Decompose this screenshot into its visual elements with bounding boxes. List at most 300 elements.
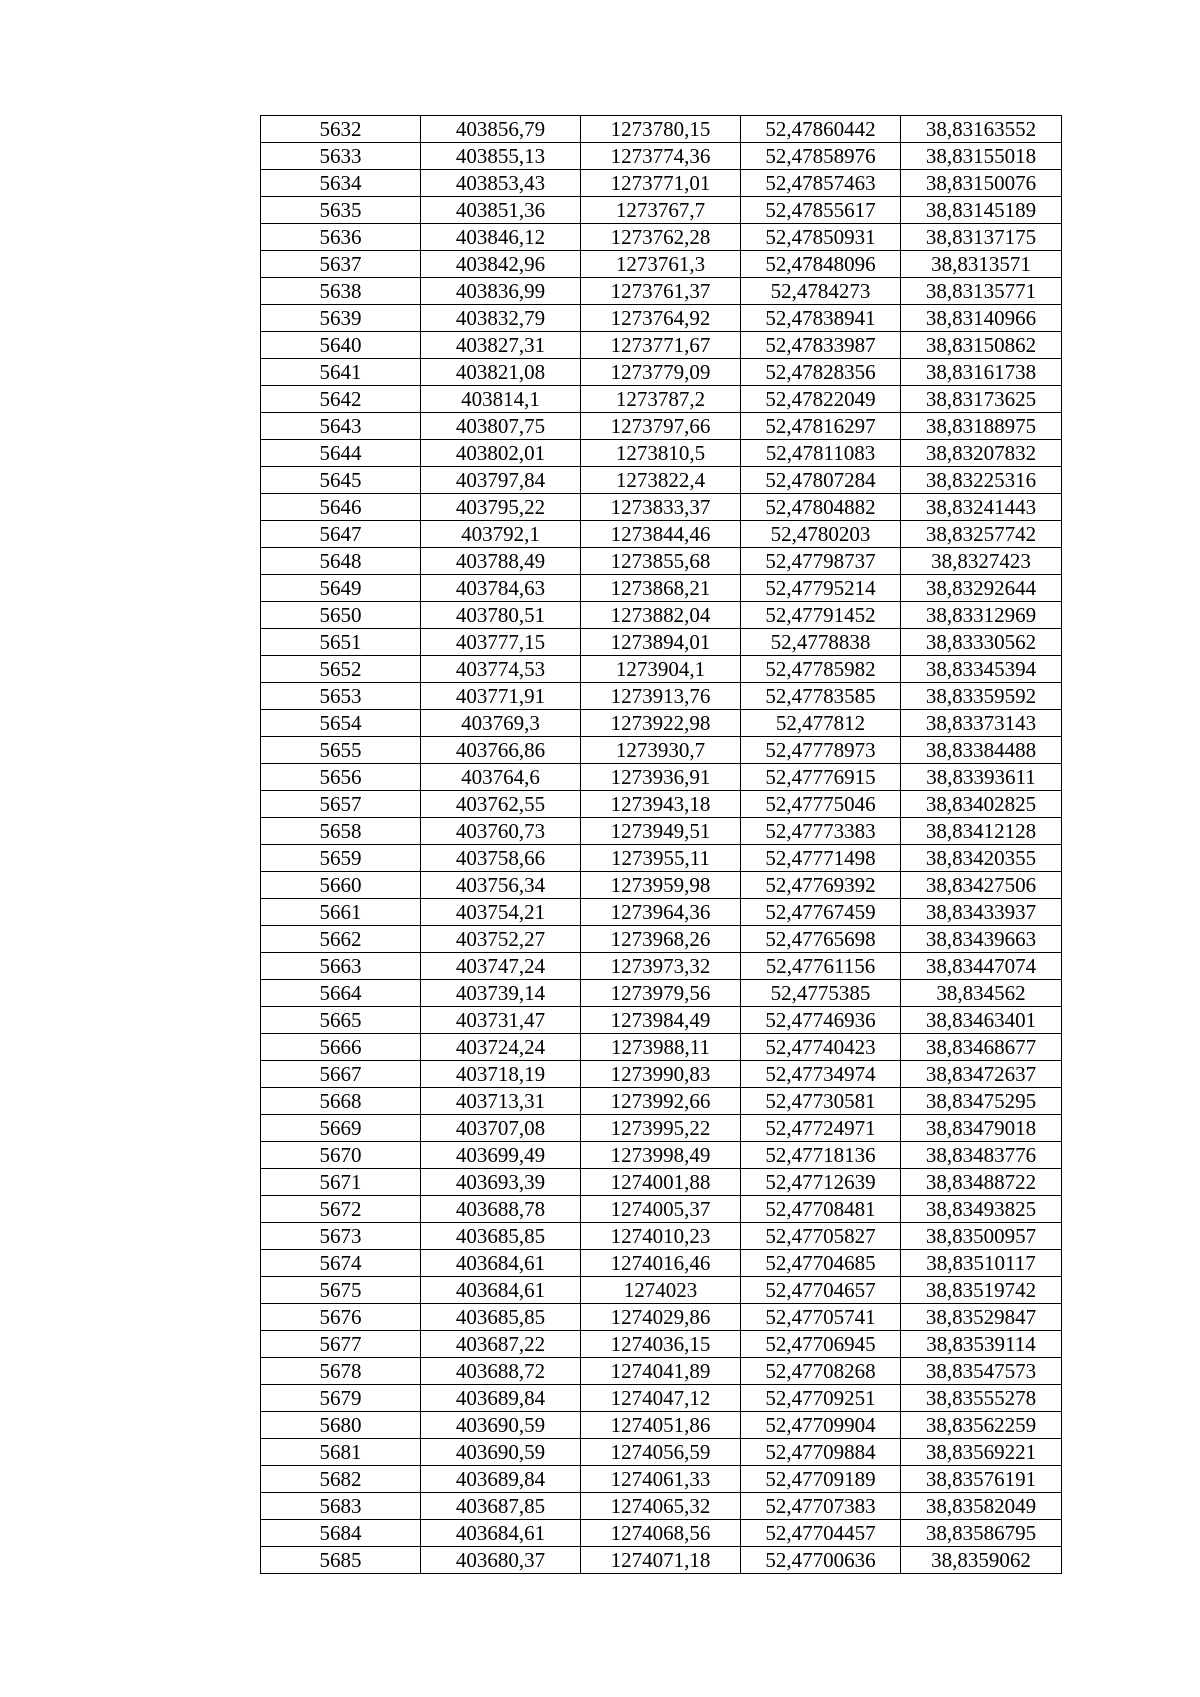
- longitude-cell: 38,83257742: [901, 521, 1062, 548]
- point-number-cell: 5681: [261, 1439, 421, 1466]
- y-coordinate-cell: 1273922,98: [581, 710, 741, 737]
- point-number-cell: 5655: [261, 737, 421, 764]
- point-number-cell: 5647: [261, 521, 421, 548]
- longitude-cell: 38,83479018: [901, 1115, 1062, 1142]
- x-coordinate-cell: 403766,86: [421, 737, 581, 764]
- y-coordinate-cell: 1274056,59: [581, 1439, 741, 1466]
- point-number-cell: 5638: [261, 278, 421, 305]
- point-number-cell: 5642: [261, 386, 421, 413]
- longitude-cell: 38,83359592: [901, 683, 1062, 710]
- latitude-cell: 52,47776915: [741, 764, 901, 791]
- longitude-cell: 38,83241443: [901, 494, 1062, 521]
- y-coordinate-cell: 1274047,12: [581, 1385, 741, 1412]
- longitude-cell: 38,8359062: [901, 1547, 1062, 1574]
- point-number-cell: 5649: [261, 575, 421, 602]
- x-coordinate-cell: 403699,49: [421, 1142, 581, 1169]
- point-number-cell: 5634: [261, 170, 421, 197]
- table-row: [261, 1223, 1062, 1250]
- point-number-cell: 5658: [261, 818, 421, 845]
- table-row: [261, 413, 1062, 440]
- x-coordinate-cell: 403764,6: [421, 764, 581, 791]
- table-row: [261, 1277, 1062, 1304]
- point-number-cell: 5684: [261, 1520, 421, 1547]
- longitude-cell: 38,83135771: [901, 278, 1062, 305]
- latitude-cell: 52,4780203: [741, 521, 901, 548]
- table-row: [261, 575, 1062, 602]
- table-row: [261, 1034, 1062, 1061]
- latitude-cell: 52,47860442: [741, 116, 901, 143]
- latitude-cell: 52,47791452: [741, 602, 901, 629]
- point-number-cell: 5653: [261, 683, 421, 710]
- latitude-cell: 52,47807284: [741, 467, 901, 494]
- longitude-cell: 38,8313571: [901, 251, 1062, 278]
- table-row: [261, 359, 1062, 386]
- point-number-cell: 5664: [261, 980, 421, 1007]
- x-coordinate-cell: 403762,55: [421, 791, 581, 818]
- table-row: [261, 1196, 1062, 1223]
- y-coordinate-cell: 1274016,46: [581, 1250, 741, 1277]
- y-coordinate-cell: 1273955,11: [581, 845, 741, 872]
- point-number-cell: 5676: [261, 1304, 421, 1331]
- latitude-cell: 52,477812: [741, 710, 901, 737]
- point-number-cell: 5671: [261, 1169, 421, 1196]
- point-number-cell: 5680: [261, 1412, 421, 1439]
- y-coordinate-cell: 1274029,86: [581, 1304, 741, 1331]
- x-coordinate-cell: 403747,24: [421, 953, 581, 980]
- latitude-cell: 52,47848096: [741, 251, 901, 278]
- table-row: [261, 1547, 1062, 1574]
- x-coordinate-cell: 403685,85: [421, 1223, 581, 1250]
- longitude-cell: 38,83173625: [901, 386, 1062, 413]
- latitude-cell: 52,47838941: [741, 305, 901, 332]
- point-number-cell: 5657: [261, 791, 421, 818]
- x-coordinate-cell: 403760,73: [421, 818, 581, 845]
- point-number-cell: 5639: [261, 305, 421, 332]
- table-row: [261, 170, 1062, 197]
- point-number-cell: 5679: [261, 1385, 421, 1412]
- table-row: [261, 1142, 1062, 1169]
- table-row: [261, 1169, 1062, 1196]
- y-coordinate-cell: 1273968,26: [581, 926, 741, 953]
- point-number-cell: 5667: [261, 1061, 421, 1088]
- latitude-cell: 52,47795214: [741, 575, 901, 602]
- table-row: [261, 1358, 1062, 1385]
- longitude-cell: 38,83539114: [901, 1331, 1062, 1358]
- x-coordinate-cell: 403756,34: [421, 872, 581, 899]
- latitude-cell: 52,47709189: [741, 1466, 901, 1493]
- longitude-cell: 38,834562: [901, 980, 1062, 1007]
- x-coordinate-cell: 403685,85: [421, 1304, 581, 1331]
- longitude-cell: 38,83412128: [901, 818, 1062, 845]
- y-coordinate-cell: 1273988,11: [581, 1034, 741, 1061]
- longitude-cell: 38,83393611: [901, 764, 1062, 791]
- point-number-cell: 5662: [261, 926, 421, 953]
- y-coordinate-cell: 1273913,76: [581, 683, 741, 710]
- point-number-cell: 5650: [261, 602, 421, 629]
- table-row: [261, 1466, 1062, 1493]
- longitude-cell: 38,83161738: [901, 359, 1062, 386]
- point-number-cell: 5685: [261, 1547, 421, 1574]
- longitude-cell: 38,83373143: [901, 710, 1062, 737]
- point-number-cell: 5672: [261, 1196, 421, 1223]
- longitude-cell: 38,83207832: [901, 440, 1062, 467]
- y-coordinate-cell: 1273774,36: [581, 143, 741, 170]
- longitude-cell: 38,83330562: [901, 629, 1062, 656]
- table-row: [261, 224, 1062, 251]
- point-number-cell: 5656: [261, 764, 421, 791]
- y-coordinate-cell: 1274065,32: [581, 1493, 741, 1520]
- x-coordinate-cell: 403774,53: [421, 656, 581, 683]
- table-row: [261, 1520, 1062, 1547]
- longitude-cell: 38,83345394: [901, 656, 1062, 683]
- y-coordinate-cell: 1273998,49: [581, 1142, 741, 1169]
- longitude-cell: 38,83384488: [901, 737, 1062, 764]
- y-coordinate-cell: 1273762,28: [581, 224, 741, 251]
- longitude-cell: 38,83427506: [901, 872, 1062, 899]
- latitude-cell: 52,47712639: [741, 1169, 901, 1196]
- longitude-cell: 38,83472637: [901, 1061, 1062, 1088]
- table-row: [261, 710, 1062, 737]
- latitude-cell: 52,47761156: [741, 953, 901, 980]
- table-row: [261, 926, 1062, 953]
- longitude-cell: 38,83493825: [901, 1196, 1062, 1223]
- x-coordinate-cell: 403690,59: [421, 1412, 581, 1439]
- table-row: [261, 845, 1062, 872]
- x-coordinate-cell: 403680,37: [421, 1547, 581, 1574]
- latitude-cell: 52,47724971: [741, 1115, 901, 1142]
- y-coordinate-cell: 1273930,7: [581, 737, 741, 764]
- y-coordinate-cell: 1274036,15: [581, 1331, 741, 1358]
- longitude-cell: 38,83475295: [901, 1088, 1062, 1115]
- point-number-cell: 5644: [261, 440, 421, 467]
- y-coordinate-cell: 1273959,98: [581, 872, 741, 899]
- point-number-cell: 5674: [261, 1250, 421, 1277]
- y-coordinate-cell: 1274041,89: [581, 1358, 741, 1385]
- coordinates-table: [260, 115, 1062, 1574]
- x-coordinate-cell: 403684,61: [421, 1277, 581, 1304]
- latitude-cell: 52,47785982: [741, 656, 901, 683]
- point-number-cell: 5640: [261, 332, 421, 359]
- point-number-cell: 5633: [261, 143, 421, 170]
- y-coordinate-cell: 1273943,18: [581, 791, 741, 818]
- x-coordinate-cell: 403758,66: [421, 845, 581, 872]
- table-row: [261, 143, 1062, 170]
- latitude-cell: 52,47833987: [741, 332, 901, 359]
- y-coordinate-cell: 1273904,1: [581, 656, 741, 683]
- longitude-cell: 38,83145189: [901, 197, 1062, 224]
- table-row: [261, 953, 1062, 980]
- y-coordinate-cell: 1273894,01: [581, 629, 741, 656]
- latitude-cell: 52,47734974: [741, 1061, 901, 1088]
- table-row: [261, 521, 1062, 548]
- x-coordinate-cell: 403807,75: [421, 413, 581, 440]
- y-coordinate-cell: 1273767,7: [581, 197, 741, 224]
- table-row: [261, 494, 1062, 521]
- point-number-cell: 5663: [261, 953, 421, 980]
- coordinates-table-body: [261, 116, 1062, 1574]
- latitude-cell: 52,47767459: [741, 899, 901, 926]
- x-coordinate-cell: 403724,24: [421, 1034, 581, 1061]
- y-coordinate-cell: 1273936,91: [581, 764, 741, 791]
- table-row: [261, 1412, 1062, 1439]
- longitude-cell: 38,83420355: [901, 845, 1062, 872]
- y-coordinate-cell: 1273868,21: [581, 575, 741, 602]
- x-coordinate-cell: 403684,61: [421, 1520, 581, 1547]
- table-row: [261, 683, 1062, 710]
- longitude-cell: 38,83140966: [901, 305, 1062, 332]
- latitude-cell: 52,47778973: [741, 737, 901, 764]
- latitude-cell: 52,47704685: [741, 1250, 901, 1277]
- x-coordinate-cell: 403688,72: [421, 1358, 581, 1385]
- latitude-cell: 52,47709904: [741, 1412, 901, 1439]
- latitude-cell: 52,47707383: [741, 1493, 901, 1520]
- table-row: [261, 629, 1062, 656]
- latitude-cell: 52,47822049: [741, 386, 901, 413]
- table-row: [261, 386, 1062, 413]
- point-number-cell: 5648: [261, 548, 421, 575]
- table-row: [261, 548, 1062, 575]
- point-number-cell: 5666: [261, 1034, 421, 1061]
- longitude-cell: 38,83468677: [901, 1034, 1062, 1061]
- y-coordinate-cell: 1273979,56: [581, 980, 741, 1007]
- x-coordinate-cell: 403777,15: [421, 629, 581, 656]
- x-coordinate-cell: 403713,31: [421, 1088, 581, 1115]
- x-coordinate-cell: 403788,49: [421, 548, 581, 575]
- y-coordinate-cell: 1273780,15: [581, 116, 741, 143]
- latitude-cell: 52,4775385: [741, 980, 901, 1007]
- point-number-cell: 5668: [261, 1088, 421, 1115]
- x-coordinate-cell: 403771,91: [421, 683, 581, 710]
- point-number-cell: 5637: [261, 251, 421, 278]
- point-number-cell: 5659: [261, 845, 421, 872]
- latitude-cell: 52,47706945: [741, 1331, 901, 1358]
- table-row: [261, 440, 1062, 467]
- x-coordinate-cell: 403842,96: [421, 251, 581, 278]
- latitude-cell: 52,47704457: [741, 1520, 901, 1547]
- longitude-cell: 38,83137175: [901, 224, 1062, 251]
- x-coordinate-cell: 403851,36: [421, 197, 581, 224]
- point-number-cell: 5670: [261, 1142, 421, 1169]
- y-coordinate-cell: 1273964,36: [581, 899, 741, 926]
- latitude-cell: 52,47700636: [741, 1547, 901, 1574]
- latitude-cell: 52,47708481: [741, 1196, 901, 1223]
- longitude-cell: 38,83188975: [901, 413, 1062, 440]
- point-number-cell: 5635: [261, 197, 421, 224]
- latitude-cell: 52,47771498: [741, 845, 901, 872]
- y-coordinate-cell: 1273882,04: [581, 602, 741, 629]
- y-coordinate-cell: 1274061,33: [581, 1466, 741, 1493]
- y-coordinate-cell: 1273771,01: [581, 170, 741, 197]
- latitude-cell: 52,4784273: [741, 278, 901, 305]
- x-coordinate-cell: 403780,51: [421, 602, 581, 629]
- table-row: [261, 872, 1062, 899]
- longitude-cell: 38,83292644: [901, 575, 1062, 602]
- table-row: [261, 818, 1062, 845]
- y-coordinate-cell: 1273822,4: [581, 467, 741, 494]
- longitude-cell: 38,83150076: [901, 170, 1062, 197]
- longitude-cell: 38,83150862: [901, 332, 1062, 359]
- y-coordinate-cell: 1274071,18: [581, 1547, 741, 1574]
- longitude-cell: 38,83488722: [901, 1169, 1062, 1196]
- x-coordinate-cell: 403814,1: [421, 386, 581, 413]
- longitude-cell: 38,83483776: [901, 1142, 1062, 1169]
- table-row: [261, 899, 1062, 926]
- y-coordinate-cell: 1273797,66: [581, 413, 741, 440]
- point-number-cell: 5682: [261, 1466, 421, 1493]
- latitude-cell: 52,47705827: [741, 1223, 901, 1250]
- latitude-cell: 52,47855617: [741, 197, 901, 224]
- y-coordinate-cell: 1273779,09: [581, 359, 741, 386]
- table-row: [261, 197, 1062, 224]
- x-coordinate-cell: 403836,99: [421, 278, 581, 305]
- table-row: [261, 737, 1062, 764]
- x-coordinate-cell: 403784,63: [421, 575, 581, 602]
- longitude-cell: 38,83586795: [901, 1520, 1062, 1547]
- table-row: [261, 656, 1062, 683]
- y-coordinate-cell: 1273973,32: [581, 953, 741, 980]
- y-coordinate-cell: 1273761,3: [581, 251, 741, 278]
- longitude-cell: 38,83312969: [901, 602, 1062, 629]
- y-coordinate-cell: 1274068,56: [581, 1520, 741, 1547]
- x-coordinate-cell: 403855,13: [421, 143, 581, 170]
- latitude-cell: 52,47705741: [741, 1304, 901, 1331]
- y-coordinate-cell: 1274005,37: [581, 1196, 741, 1223]
- y-coordinate-cell: 1273764,92: [581, 305, 741, 332]
- x-coordinate-cell: 403687,85: [421, 1493, 581, 1520]
- y-coordinate-cell: 1273990,83: [581, 1061, 741, 1088]
- longitude-cell: 38,83439663: [901, 926, 1062, 953]
- longitude-cell: 38,8327423: [901, 548, 1062, 575]
- x-coordinate-cell: 403684,61: [421, 1250, 581, 1277]
- latitude-cell: 52,47858976: [741, 143, 901, 170]
- longitude-cell: 38,83500957: [901, 1223, 1062, 1250]
- latitude-cell: 52,47765698: [741, 926, 901, 953]
- y-coordinate-cell: 1273992,66: [581, 1088, 741, 1115]
- longitude-cell: 38,83576191: [901, 1466, 1062, 1493]
- table-row: [261, 1439, 1062, 1466]
- latitude-cell: 52,47718136: [741, 1142, 901, 1169]
- point-number-cell: 5675: [261, 1277, 421, 1304]
- x-coordinate-cell: 403718,19: [421, 1061, 581, 1088]
- point-number-cell: 5678: [261, 1358, 421, 1385]
- y-coordinate-cell: 1273833,37: [581, 494, 741, 521]
- longitude-cell: 38,83547573: [901, 1358, 1062, 1385]
- latitude-cell: 52,47804882: [741, 494, 901, 521]
- x-coordinate-cell: 403769,3: [421, 710, 581, 737]
- y-coordinate-cell: 1273844,46: [581, 521, 741, 548]
- point-number-cell: 5661: [261, 899, 421, 926]
- table-row: [261, 1304, 1062, 1331]
- x-coordinate-cell: 403690,59: [421, 1439, 581, 1466]
- latitude-cell: 52,47730581: [741, 1088, 901, 1115]
- point-number-cell: 5643: [261, 413, 421, 440]
- point-number-cell: 5669: [261, 1115, 421, 1142]
- table-row: [261, 1061, 1062, 1088]
- y-coordinate-cell: 1274023: [581, 1277, 741, 1304]
- table-row: [261, 278, 1062, 305]
- longitude-cell: 38,83402825: [901, 791, 1062, 818]
- y-coordinate-cell: 1273949,51: [581, 818, 741, 845]
- x-coordinate-cell: 403827,31: [421, 332, 581, 359]
- y-coordinate-cell: 1273761,37: [581, 278, 741, 305]
- x-coordinate-cell: 403853,43: [421, 170, 581, 197]
- point-number-cell: 5654: [261, 710, 421, 737]
- table-row: [261, 1250, 1062, 1277]
- x-coordinate-cell: 403821,08: [421, 359, 581, 386]
- y-coordinate-cell: 1273810,5: [581, 440, 741, 467]
- y-coordinate-cell: 1273995,22: [581, 1115, 741, 1142]
- latitude-cell: 52,47816297: [741, 413, 901, 440]
- latitude-cell: 52,47746936: [741, 1007, 901, 1034]
- longitude-cell: 38,83555278: [901, 1385, 1062, 1412]
- point-number-cell: 5632: [261, 116, 421, 143]
- longitude-cell: 38,83163552: [901, 116, 1062, 143]
- y-coordinate-cell: 1273771,67: [581, 332, 741, 359]
- longitude-cell: 38,83433937: [901, 899, 1062, 926]
- latitude-cell: 52,4778838: [741, 629, 901, 656]
- longitude-cell: 38,83529847: [901, 1304, 1062, 1331]
- longitude-cell: 38,83225316: [901, 467, 1062, 494]
- x-coordinate-cell: 403689,84: [421, 1385, 581, 1412]
- y-coordinate-cell: 1273787,2: [581, 386, 741, 413]
- table-row: [261, 1007, 1062, 1034]
- x-coordinate-cell: 403752,27: [421, 926, 581, 953]
- latitude-cell: 52,47783585: [741, 683, 901, 710]
- x-coordinate-cell: 403802,01: [421, 440, 581, 467]
- table-row: [261, 332, 1062, 359]
- table-row: [261, 1331, 1062, 1358]
- y-coordinate-cell: 1273984,49: [581, 1007, 741, 1034]
- latitude-cell: 52,47857463: [741, 170, 901, 197]
- y-coordinate-cell: 1274001,88: [581, 1169, 741, 1196]
- point-number-cell: 5652: [261, 656, 421, 683]
- latitude-cell: 52,47769392: [741, 872, 901, 899]
- table-row: [261, 116, 1062, 143]
- x-coordinate-cell: 403795,22: [421, 494, 581, 521]
- latitude-cell: 52,47740423: [741, 1034, 901, 1061]
- x-coordinate-cell: 403707,08: [421, 1115, 581, 1142]
- x-coordinate-cell: 403731,47: [421, 1007, 581, 1034]
- longitude-cell: 38,83519742: [901, 1277, 1062, 1304]
- point-number-cell: 5641: [261, 359, 421, 386]
- table-row: [261, 764, 1062, 791]
- point-number-cell: 5645: [261, 467, 421, 494]
- latitude-cell: 52,47773383: [741, 818, 901, 845]
- point-number-cell: 5651: [261, 629, 421, 656]
- table-row: [261, 980, 1062, 1007]
- latitude-cell: 52,47775046: [741, 791, 901, 818]
- table-row: [261, 1088, 1062, 1115]
- point-number-cell: 5665: [261, 1007, 421, 1034]
- latitude-cell: 52,47704657: [741, 1277, 901, 1304]
- longitude-cell: 38,83463401: [901, 1007, 1062, 1034]
- x-coordinate-cell: 403689,84: [421, 1466, 581, 1493]
- point-number-cell: 5677: [261, 1331, 421, 1358]
- x-coordinate-cell: 403687,22: [421, 1331, 581, 1358]
- longitude-cell: 38,83510117: [901, 1250, 1062, 1277]
- latitude-cell: 52,47850931: [741, 224, 901, 251]
- longitude-cell: 38,83569221: [901, 1439, 1062, 1466]
- point-number-cell: 5660: [261, 872, 421, 899]
- point-number-cell: 5636: [261, 224, 421, 251]
- x-coordinate-cell: 403856,79: [421, 116, 581, 143]
- x-coordinate-cell: 403797,84: [421, 467, 581, 494]
- longitude-cell: 38,83562259: [901, 1412, 1062, 1439]
- x-coordinate-cell: 403693,39: [421, 1169, 581, 1196]
- table-row: [261, 305, 1062, 332]
- table-row: [261, 1493, 1062, 1520]
- x-coordinate-cell: 403792,1: [421, 521, 581, 548]
